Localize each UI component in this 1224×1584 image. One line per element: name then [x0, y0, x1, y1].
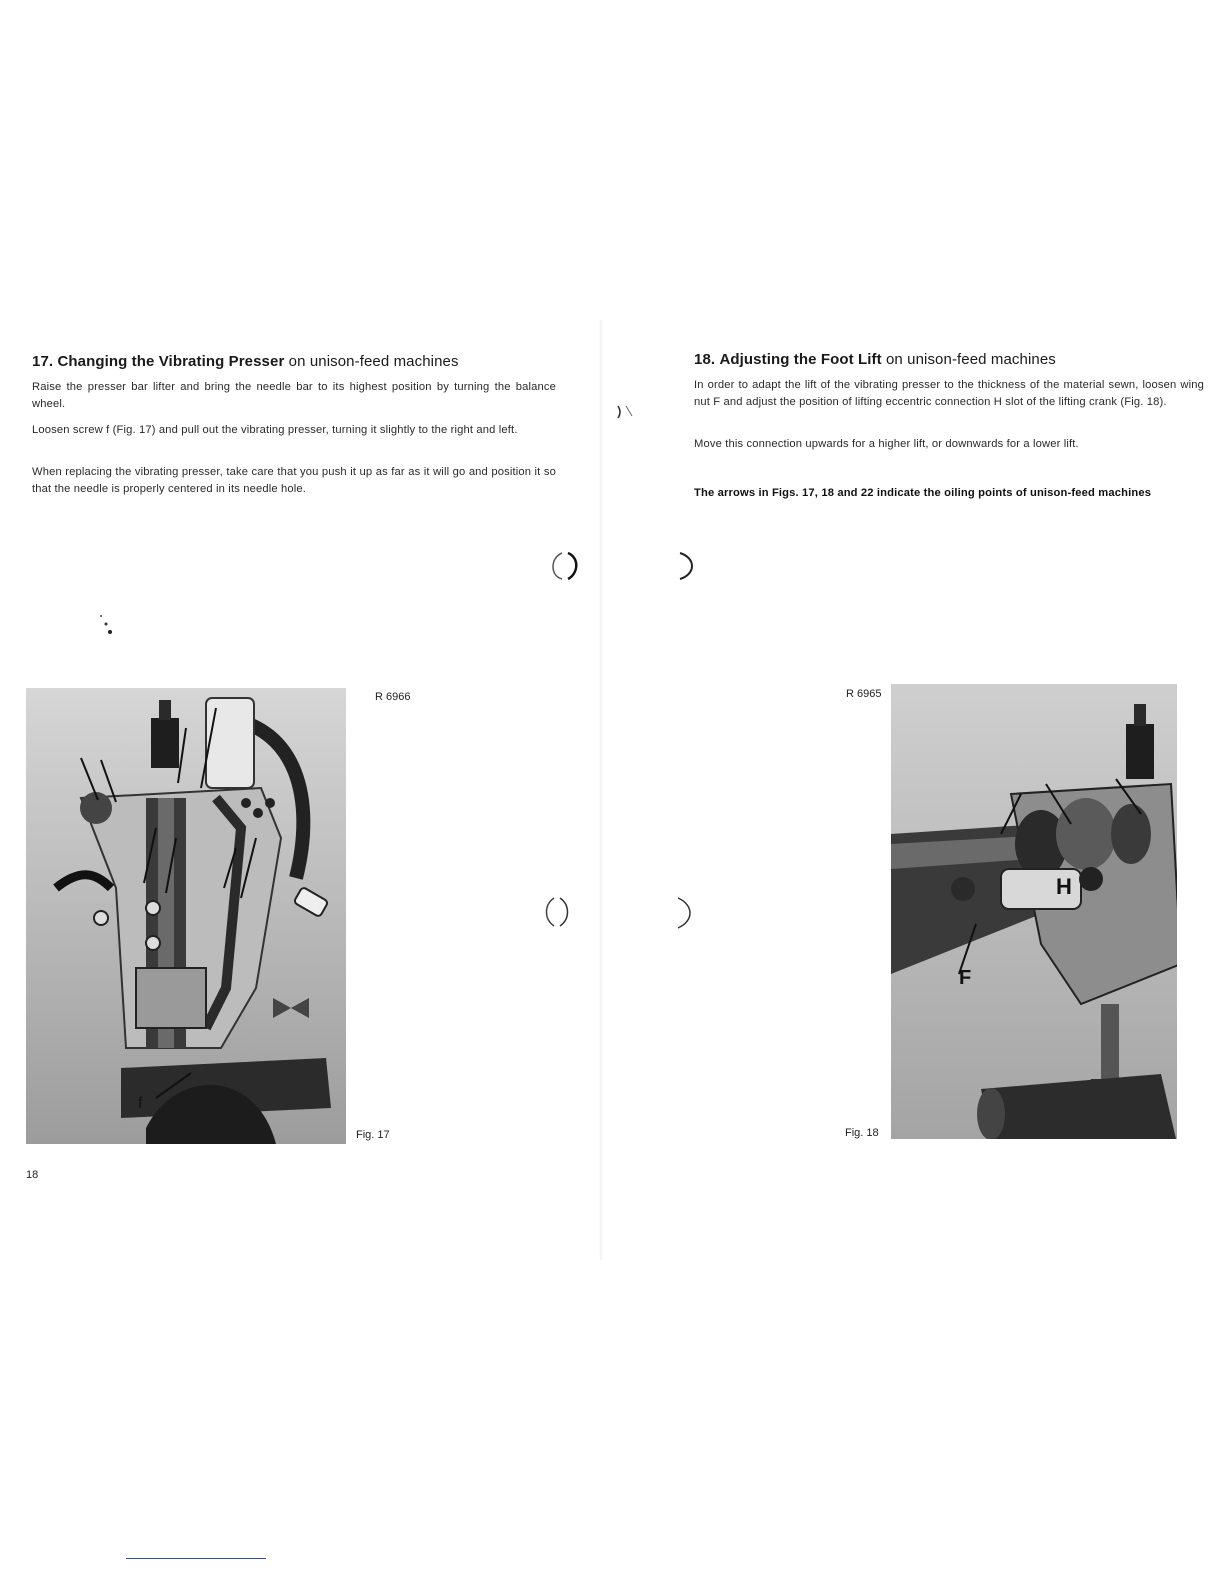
section-17-subtitle: on unison-feed machines — [288, 353, 459, 370]
section-17-paragraph-1: Raise the presser bar lifter and bring the needle bar to its highest position by turning the balance wheel. — [32, 381, 556, 410]
page-number: 18 — [26, 1169, 39, 1181]
punch-hole-left-bottom — [544, 895, 574, 929]
section-18-subtitle: on unison-feed machines — [885, 351, 1056, 368]
figure-18-label-h: H — [1056, 874, 1072, 899]
page-fold — [599, 320, 603, 1260]
section-18-number: 18. — [694, 351, 716, 368]
punch-hole-right-top — [672, 550, 702, 582]
section-18-title: Adjusting the Foot Lift — [719, 351, 882, 368]
figure-18-label-f: F — [959, 967, 972, 989]
section-17-title: Changing the Vibrating Presser — [57, 353, 285, 370]
section-18-paragraph-2: Move this connection upwards for a higher lift, or downwards for a lower lift. — [694, 438, 1079, 450]
figure-18-photo — [891, 684, 1177, 1139]
figure-17-label-f: f — [138, 1095, 143, 1112]
punch-hole-left-top — [548, 550, 584, 582]
scan-speck-center — [612, 398, 642, 424]
section-18-paragraph-1: In order to adapt the lift of the vibrating presser to the thickness of the material sewn, loosen wing nut F and adjust the position of lifting eccentric connection H slot of the lifting crank (Fig. 18). — [694, 379, 1204, 408]
figure-17-caption: Fig. 17 — [356, 1129, 390, 1141]
section-17-number: 17. — [32, 353, 54, 370]
figure-17-photo — [26, 688, 346, 1144]
section-17-paragraph-3: When replacing the vibrating presser, take care that you push it up as far as it will go and position it so that the needle is properly centered in its needle hole. — [32, 466, 556, 495]
punch-hole-right-bottom — [670, 895, 700, 931]
figure-18-reference: R 6965 — [846, 688, 882, 700]
scan-speck-left — [96, 612, 116, 642]
section-18-heading — [694, 351, 1056, 368]
section-17-paragraph-2: Loosen screw f (Fig. 17) and pull out the vibrating presser, turning it slightly to the right and left. — [32, 424, 518, 436]
section-17-heading — [32, 353, 459, 370]
figure-18-caption: Fig. 18 — [845, 1127, 879, 1139]
bottom-rule — [126, 1558, 266, 1559]
section-18-paragraph-3: The arrows in Figs. 17, 18 and 22 indicate the oiling points of unison-feed machines — [694, 487, 1152, 499]
figure-17-reference: R 6966 — [375, 691, 411, 703]
